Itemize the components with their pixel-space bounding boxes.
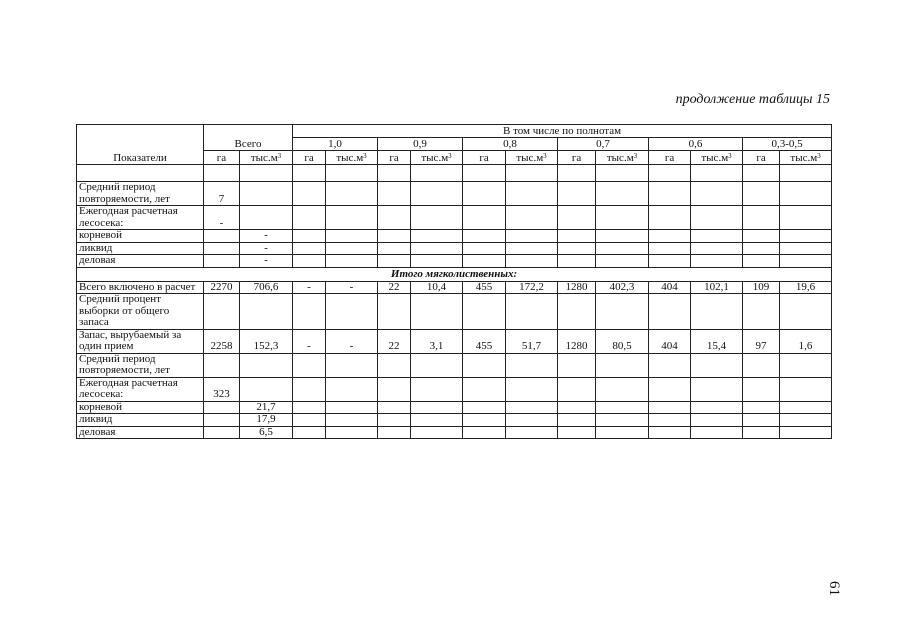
- table-cell: -: [240, 242, 293, 255]
- table-cell: [506, 206, 558, 230]
- table-row: [77, 242, 832, 255]
- table-cell: 19,6: [780, 281, 832, 294]
- page-number: 61: [826, 581, 842, 596]
- unit-volume-text: тыс.м: [336, 151, 364, 164]
- table-row: [77, 426, 832, 439]
- empty-cell: [411, 165, 463, 182]
- table-cell: [596, 294, 649, 330]
- header-density: 0,7: [558, 138, 649, 151]
- table-cell: 152,3: [240, 329, 293, 353]
- row-label: корневой: [77, 401, 204, 414]
- table-cell: [411, 206, 463, 230]
- table-cell: [691, 255, 743, 268]
- table-cell: [411, 230, 463, 243]
- header-unit-volume: [326, 151, 378, 165]
- table-cell: [596, 182, 649, 206]
- table-cell: [743, 182, 780, 206]
- table-cell: -: [293, 281, 326, 294]
- header-density: 0,9: [378, 138, 463, 151]
- unit-volume-text: тыс.м: [790, 151, 818, 164]
- table-cell: [326, 377, 378, 401]
- table-cell: [204, 294, 240, 330]
- table-cell: [743, 353, 780, 377]
- table-cell: [463, 401, 506, 414]
- table-cell: 455: [463, 329, 506, 353]
- unit-volume-text: тыс.м: [606, 151, 634, 164]
- header-density: 0,3-0,5: [743, 138, 832, 151]
- table-cell: [691, 426, 743, 439]
- table-cell: [293, 426, 326, 439]
- row-label: Средний период повторяемости, лет: [77, 353, 204, 377]
- table-cell: [596, 401, 649, 414]
- empty-cell: [240, 165, 293, 182]
- row-label: корневой: [77, 230, 204, 243]
- table-cell: [293, 414, 326, 427]
- header-unit-ha: га: [743, 151, 780, 165]
- table-cell: [240, 182, 293, 206]
- row-label: деловая: [77, 426, 204, 439]
- table-cell: [649, 230, 691, 243]
- unit-volume-exponent: 3: [448, 151, 452, 160]
- table-cell: [326, 206, 378, 230]
- table-cell: [463, 414, 506, 427]
- table-cell: [463, 294, 506, 330]
- table-cell: [743, 255, 780, 268]
- table-row: [77, 329, 832, 353]
- table-cell: [743, 414, 780, 427]
- table-cell: [780, 294, 832, 330]
- table-cell: [326, 353, 378, 377]
- table-cell: [378, 414, 411, 427]
- table-cell: [326, 426, 378, 439]
- table-cell: 102,1: [691, 281, 743, 294]
- table-cell: [293, 294, 326, 330]
- table-cell: [558, 353, 596, 377]
- table-cell: [780, 182, 832, 206]
- table-cell: [378, 206, 411, 230]
- header-unit-ha: га: [649, 151, 691, 165]
- table-cell: [506, 414, 558, 427]
- table-cell: [691, 377, 743, 401]
- table-cell: [558, 182, 596, 206]
- table-cell: [558, 414, 596, 427]
- table-cell: 21,7: [240, 401, 293, 414]
- table-cell: [649, 255, 691, 268]
- table-cell: [293, 242, 326, 255]
- table-cell: [558, 426, 596, 439]
- table-cell: [293, 182, 326, 206]
- table-row: [77, 206, 832, 230]
- table-cell: [649, 401, 691, 414]
- header-total: Всего: [204, 125, 293, 151]
- empty-cell: [463, 165, 506, 182]
- table-cell: [596, 426, 649, 439]
- header-by-density: В том числе по полнотам: [293, 125, 832, 138]
- table-cell: [743, 242, 780, 255]
- table-row: [77, 353, 832, 377]
- table-cell: [326, 414, 378, 427]
- table-row: [77, 255, 832, 268]
- table-cell: 3,1: [411, 329, 463, 353]
- blank-row: [77, 165, 832, 182]
- table-cell: [326, 294, 378, 330]
- table-cell: -: [293, 329, 326, 353]
- row-label: Средний процент выборки от общего запаса: [77, 294, 204, 330]
- section-row: [77, 267, 832, 281]
- table-cell: [378, 377, 411, 401]
- unit-volume-exponent: 3: [728, 151, 732, 160]
- table-cell: [506, 242, 558, 255]
- table-cell: [596, 242, 649, 255]
- table-cell: [411, 242, 463, 255]
- table-cell: [558, 401, 596, 414]
- table-cell: 97: [743, 329, 780, 353]
- row-label: ликвид: [77, 414, 204, 427]
- table-cell: [326, 401, 378, 414]
- empty-cell: [649, 165, 691, 182]
- table-cell: [506, 255, 558, 268]
- header-density: 1,0: [293, 138, 378, 151]
- row-label: Средний период повторяемости, лет: [77, 182, 204, 206]
- unit-volume-exponent: 3: [817, 151, 821, 160]
- table-cell: [780, 353, 832, 377]
- table-cell: -: [240, 230, 293, 243]
- table-cell: [378, 182, 411, 206]
- unit-volume-exponent: 3: [277, 151, 282, 160]
- table-cell: [204, 230, 240, 243]
- table-cell: [596, 206, 649, 230]
- row-label: Всего включено в расчет: [77, 281, 204, 294]
- table-cell: [780, 230, 832, 243]
- table-cell: [649, 206, 691, 230]
- table-cell: [463, 182, 506, 206]
- table-cell: [293, 230, 326, 243]
- unit-volume-text: тыс.м: [421, 151, 449, 164]
- table-cell: -: [204, 206, 240, 230]
- table-cell: [463, 426, 506, 439]
- table-cell: [596, 230, 649, 243]
- table-cell: [780, 401, 832, 414]
- table-cell: [378, 401, 411, 414]
- table-cell: [240, 377, 293, 401]
- table-cell: [378, 294, 411, 330]
- table-cell: [743, 230, 780, 243]
- table-cell: [596, 353, 649, 377]
- table-cell: [649, 377, 691, 401]
- table-row: [77, 182, 832, 206]
- unit-volume-exponent: 3: [363, 151, 367, 160]
- table-cell: [649, 414, 691, 427]
- table-cell: -: [326, 281, 378, 294]
- table-cell: 404: [649, 281, 691, 294]
- table-cell: [780, 377, 832, 401]
- table-row: [77, 377, 832, 401]
- table-cell: [204, 242, 240, 255]
- table-cell: [326, 255, 378, 268]
- header-unit-ha: га: [293, 151, 326, 165]
- header-density: 0,8: [463, 138, 558, 151]
- table-cell: [649, 353, 691, 377]
- table-cell: [293, 353, 326, 377]
- table-cell: [691, 353, 743, 377]
- empty-cell: [743, 165, 780, 182]
- table-cell: [326, 230, 378, 243]
- table-cell: [293, 255, 326, 268]
- table-row: [77, 414, 832, 427]
- header-unit-volume: [596, 151, 649, 165]
- table-cell: 706,6: [240, 281, 293, 294]
- table-cell: [691, 414, 743, 427]
- table-cell: [378, 242, 411, 255]
- table-cell: [240, 206, 293, 230]
- table-cell: [691, 242, 743, 255]
- table-cell: [506, 294, 558, 330]
- unit-volume-exponent: 3: [633, 151, 638, 160]
- table-cell: [411, 294, 463, 330]
- table-cell: [649, 294, 691, 330]
- table-row: [77, 230, 832, 243]
- table-cell: [691, 206, 743, 230]
- table-cell: [204, 414, 240, 427]
- table-cell: [411, 255, 463, 268]
- table-cell: [743, 206, 780, 230]
- table-cell: [780, 426, 832, 439]
- table-cell: -: [326, 329, 378, 353]
- row-label: Ежегодная расчетная лесосека:: [77, 377, 204, 401]
- table-cell: [743, 401, 780, 414]
- header-unit-volume: [411, 151, 463, 165]
- empty-cell: [378, 165, 411, 182]
- header-unit-ha: га: [378, 151, 411, 165]
- table-cell: 80,5: [596, 329, 649, 353]
- table-cell: 22: [378, 281, 411, 294]
- row-label: деловая: [77, 255, 204, 268]
- data-table: [76, 124, 832, 439]
- table-cell: [378, 426, 411, 439]
- unit-volume-text: тыс.м: [250, 151, 278, 164]
- row-label: Ежегодная расчетная лесосека:: [77, 206, 204, 230]
- table-cell: 1280: [558, 281, 596, 294]
- header-unit-ha: га: [558, 151, 596, 165]
- table-cell: [378, 353, 411, 377]
- table-cell: [691, 182, 743, 206]
- table-cell: [780, 206, 832, 230]
- header-unit-volume: [780, 151, 832, 165]
- table-cell: [204, 426, 240, 439]
- table-cell: 2258: [204, 329, 240, 353]
- table-cell: [204, 255, 240, 268]
- table-cell: [240, 294, 293, 330]
- header-unit-volume: [240, 151, 293, 165]
- table-cell: [506, 401, 558, 414]
- table-row: [77, 401, 832, 414]
- table-cell: [780, 414, 832, 427]
- table-caption: продолжение таблицы 15: [675, 92, 830, 107]
- table-cell: [463, 230, 506, 243]
- section-title: Итого мягколиственных:: [77, 267, 832, 281]
- table-row: [77, 294, 832, 330]
- unit-volume-text: тыс.м: [701, 151, 729, 164]
- table-cell: [743, 294, 780, 330]
- header-density: 0,6: [649, 138, 743, 151]
- table-cell: [463, 206, 506, 230]
- table-cell: [463, 377, 506, 401]
- table-cell: 1280: [558, 329, 596, 353]
- table-cell: 51,7: [506, 329, 558, 353]
- table-cell: 1,6: [780, 329, 832, 353]
- header-indicators: Показатели: [77, 125, 204, 165]
- table-cell: [691, 294, 743, 330]
- table-cell: [558, 206, 596, 230]
- table-cell: 455: [463, 281, 506, 294]
- header-unit-ha: га: [204, 151, 240, 165]
- table-cell: [558, 377, 596, 401]
- row-label: ликвид: [77, 242, 204, 255]
- table-cell: [743, 426, 780, 439]
- table-cell: [558, 242, 596, 255]
- table-cell: [780, 242, 832, 255]
- table-cell: [293, 206, 326, 230]
- table-row: [77, 281, 832, 294]
- table-cell: 109: [743, 281, 780, 294]
- table-cell: [596, 414, 649, 427]
- table-cell: [293, 377, 326, 401]
- table-cell: [293, 401, 326, 414]
- table-cell: 17,9: [240, 414, 293, 427]
- table-cell: [411, 426, 463, 439]
- table-cell: [506, 426, 558, 439]
- empty-cell: [780, 165, 832, 182]
- unit-volume-text: тыс.м: [516, 151, 544, 164]
- table-cell: [411, 353, 463, 377]
- table-cell: [378, 230, 411, 243]
- empty-cell: [558, 165, 596, 182]
- table-cell: 6,5: [240, 426, 293, 439]
- empty-cell: [596, 165, 649, 182]
- table-cell: [326, 242, 378, 255]
- table-cell: 22: [378, 329, 411, 353]
- table-cell: [240, 353, 293, 377]
- table-cell: [649, 426, 691, 439]
- row-label: Запас, вырубаемый за один прием: [77, 329, 204, 353]
- header-unit-volume: [506, 151, 558, 165]
- table-cell: [411, 401, 463, 414]
- empty-cell: [506, 165, 558, 182]
- table-cell: [780, 255, 832, 268]
- header-unit-volume: [691, 151, 743, 165]
- table-cell: [649, 182, 691, 206]
- header-unit-ha: га: [463, 151, 506, 165]
- table-cell: [691, 230, 743, 243]
- empty-cell: [326, 165, 378, 182]
- table-cell: 10,4: [411, 281, 463, 294]
- table-cell: 15,4: [691, 329, 743, 353]
- table-cell: 402,3: [596, 281, 649, 294]
- table-cell: [463, 353, 506, 377]
- empty-cell: [77, 165, 204, 182]
- table-cell: [558, 230, 596, 243]
- table-cell: 172,2: [506, 281, 558, 294]
- table-cell: 2270: [204, 281, 240, 294]
- table-cell: [326, 182, 378, 206]
- table-cell: [463, 255, 506, 268]
- empty-cell: [293, 165, 326, 182]
- table-cell: [506, 377, 558, 401]
- table-cell: [411, 377, 463, 401]
- table-cell: [506, 182, 558, 206]
- table-cell: [558, 294, 596, 330]
- table-cell: [204, 353, 240, 377]
- unit-volume-exponent: 3: [543, 151, 547, 160]
- table-cell: [204, 401, 240, 414]
- table-cell: [743, 377, 780, 401]
- table-cell: [558, 255, 596, 268]
- table-cell: [411, 182, 463, 206]
- table-cell: [506, 353, 558, 377]
- table-cell: [649, 242, 691, 255]
- table-cell: [596, 255, 649, 268]
- empty-cell: [691, 165, 743, 182]
- table-cell: [691, 401, 743, 414]
- table-cell: [596, 377, 649, 401]
- table-cell: 7: [204, 182, 240, 206]
- table-cell: [411, 414, 463, 427]
- table-cell: 323: [204, 377, 240, 401]
- table-cell: -: [240, 255, 293, 268]
- table-cell: [506, 230, 558, 243]
- table-cell: [378, 255, 411, 268]
- empty-cell: [204, 165, 240, 182]
- table-cell: [463, 242, 506, 255]
- table-cell: 404: [649, 329, 691, 353]
